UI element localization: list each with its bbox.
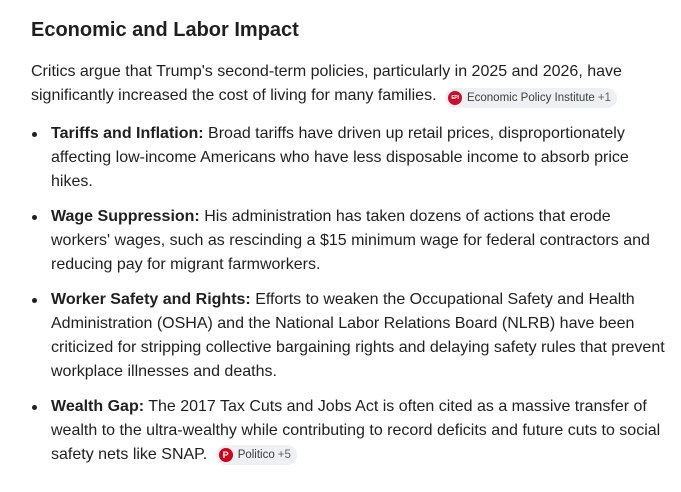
list-item-worker-safety (31, 288, 671, 384)
source-chip-label: Economic Policy Institute (466, 92, 595, 104)
intro-paragraph (31, 60, 671, 108)
list-item-tariffs-inflation (31, 122, 671, 194)
bullet-icon (32, 298, 37, 303)
list-item-term: Wealth Gap: (51, 398, 145, 415)
bullet-icon (32, 132, 37, 137)
list-item-term: Tariffs and Inflation: (51, 125, 204, 142)
list-item-text: Broad tariffs have driven up retail prices, disproportionately affecting low-income Americans who have less disposable income to absorb price hikes. (51, 125, 629, 190)
list-item-text: The 2017 Tax Cuts and Jobs Act is often cited as a massive transfer of wealth to the ultra-wealthy while contributing to record deficits and future cuts to social safety nets like SNAP. (51, 398, 661, 463)
source-chip-count: +1 (597, 92, 611, 104)
list-item-text: Efforts to weaken the Occupational Safety and Health Administration (OSHA) and the National Labor Relations Board (NLRB) have been criticized for stripping collective bargaining rights and delaying safety rules that prevent workplace illnesses and deaths. (51, 291, 665, 380)
source-chip-label: Politico (237, 449, 275, 461)
bullet-icon (32, 405, 37, 410)
response-section (31, 16, 671, 478)
list-item-wealth-gap (31, 395, 671, 467)
politico-logo-icon: P (219, 448, 233, 462)
list-item-term: Worker Safety and Rights: (51, 291, 251, 308)
list-item-wage-suppression (31, 205, 671, 277)
section-heading: Economic and Labor Impact (31, 19, 299, 41)
source-chip-politico[interactable] (216, 445, 297, 465)
list-item-text: His administration has taken dozens of actions that erode workers' wages, such as rescinding a $15 minimum wage for federal contractors and reducing pay for migrant farmworkers. (51, 208, 650, 273)
intro-text: Critics argue that Trump's second-term policies, particularly in 2025 and 2026, have significantly increased the cost of living for many families. (31, 63, 622, 104)
source-chip-economic-policy-institute[interactable] (445, 88, 617, 108)
impact-list (31, 122, 671, 467)
list-item-term: Wage Suppression: (51, 208, 200, 225)
bullet-icon (32, 215, 37, 220)
source-chip-count: +5 (277, 449, 291, 461)
epi-logo-icon: EPI (448, 91, 462, 105)
